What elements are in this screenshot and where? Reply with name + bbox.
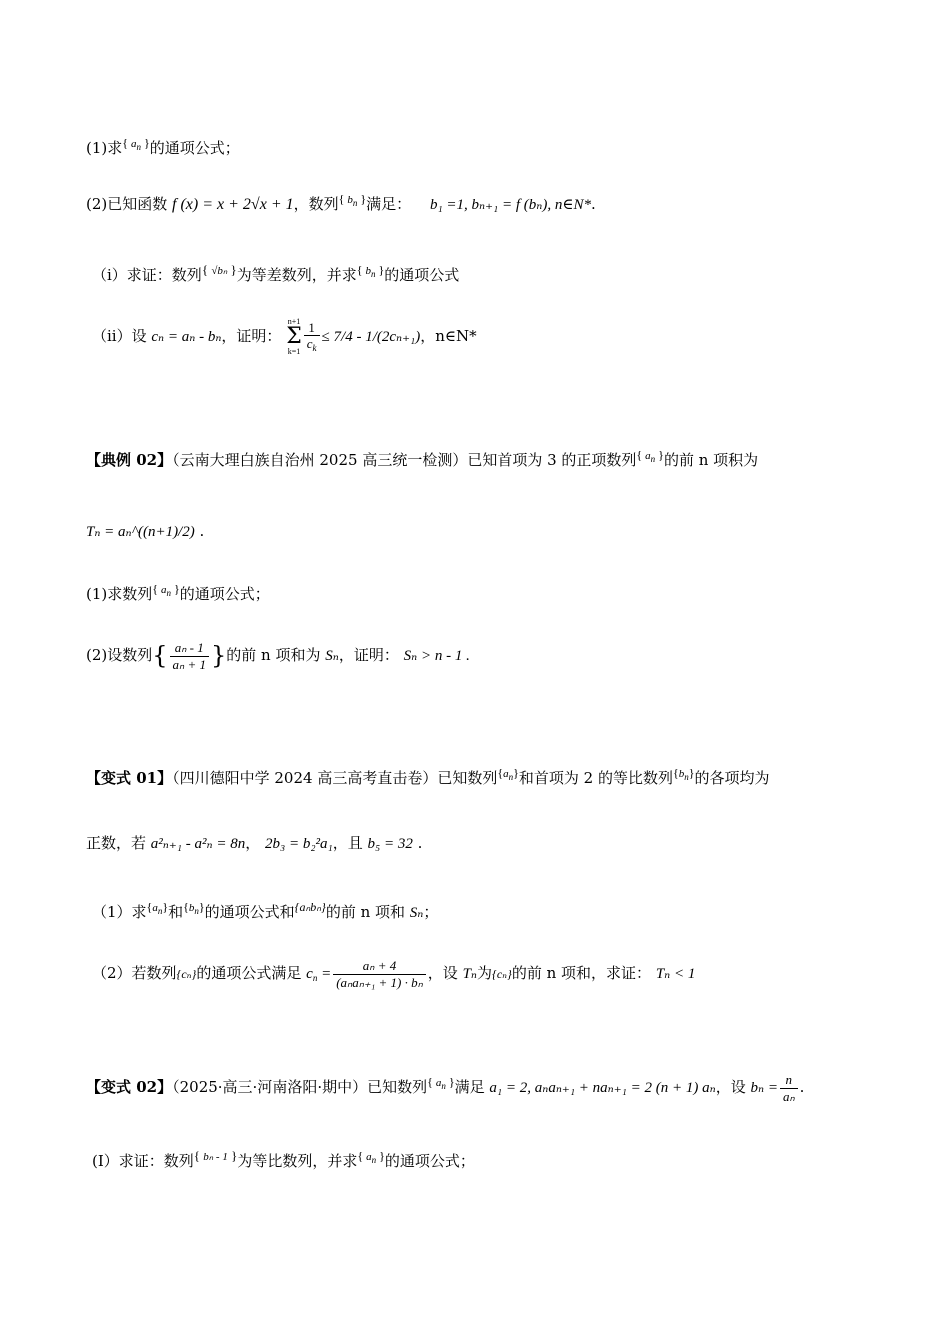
ineq: ≤ 7/4 - 1/(2cₙ₊₁) bbox=[321, 329, 421, 345]
sec1-qi: （i）求证：数列{ √bₙ }为等差数列，并求{ $b_n$ }的通项公式 bbox=[92, 262, 460, 284]
var2-header: 【变式 02】（2025·高三·河南洛阳·期中）已知数列{ $a_n$ }满足 a₁ = 2, aₙaₙ₊₁ + naₙ₊₁ = 2 (n + 1) aₙ，设 bₙ = $\frac{n}{\text{aₙ}}$ . bbox=[86, 1072, 805, 1104]
seq-a-var1: $\{a_n\}$ bbox=[497, 766, 519, 782]
sec1-qii: （ii）设 cₙ = aₙ - bₙ，证明： n+1 Σ k=1 $\frac{1}{c_k}$ ≤ 7/4 - 1/(2cₙ₊₁)，n∈N* bbox=[92, 317, 477, 356]
ex2-formula: Tₙ = aₙ^((n+1)/2) . bbox=[86, 522, 205, 540]
sum-symbol: n+1 Σ k=1 bbox=[286, 317, 302, 356]
seq-b: { $b_n$ } bbox=[338, 192, 367, 208]
seq-b2: { $b_n$ } bbox=[356, 263, 385, 279]
seq-a-ex2-q1: { $a_n$ } bbox=[152, 582, 180, 598]
ex2-label: 【典例 02】 bbox=[86, 451, 173, 469]
seq-b-var1: $\{b_n\}$ bbox=[672, 766, 695, 782]
ex2-header: 【典例 02】（云南大理白族自治州 2025 高三统一检测）已知首项为 3 的正项数列{ $a_n$ }的前 n 项积为 bbox=[86, 448, 759, 469]
var2-q1: (I）求证：数列{ bₙ - 1 }为等比数列，并求{ $a_n$ }的通项公式； bbox=[92, 1148, 475, 1170]
seq-a: { $a_n$ } bbox=[122, 136, 150, 152]
def-c: cₙ = aₙ - bₙ bbox=[151, 329, 222, 345]
frac-seq: $\frac{\text{aₙ - 1}}{\text{aₙ + 1}}$ bbox=[170, 640, 209, 672]
ex2-q2: (2)设数列{ $\frac{\text{aₙ - 1}}{\text{aₙ + 1}}$ }的前 n 项和为 Sₙ，证明： Sₙ > n - 1 . bbox=[86, 640, 470, 672]
var1-line2: 正数，若 a²ₙ₊₁ - a²ₙ = 8n， 2b₃ = b₂²a₁，且 b₅ = 32 . bbox=[86, 834, 423, 852]
var2-label: 【变式 02】 bbox=[86, 1078, 173, 1097]
sec1-q2: (2)已知函数 f (x) = x + 2√x + 1，数列{ $b_n$ }满足： b₁ =1, bₙ₊₁ = f (bₙ), n∈N*. bbox=[86, 192, 596, 213]
claim: Sₙ > n - 1 . bbox=[403, 648, 470, 665]
seq-a-ex2: { $a_n$ } bbox=[636, 448, 664, 464]
claim-T: Tₙ < 1 bbox=[655, 966, 696, 983]
sec1-q1: (1)求{ $a_n$ }的通项公式； bbox=[86, 136, 240, 157]
frac-b: $\frac{n}{\text{aₙ}}$ bbox=[780, 1072, 798, 1104]
var1-label: 【变式 01】 bbox=[86, 769, 173, 787]
ex2-q1: (1)求数列{ $a_n$ }的通项公式； bbox=[86, 582, 270, 603]
func-f: f (x) = x + 2√x + 1 bbox=[172, 196, 294, 213]
frac-1-ck: $\frac{1}{c_k}$ bbox=[304, 320, 320, 354]
cond-b: b₁ =1, bₙ₊₁ = f (bₙ), n∈N* bbox=[429, 197, 591, 213]
frac-c: $\frac{\text{aₙ + 4}}{\text{(aₙaₙ₊₁ + 1) · bₙ}}$ bbox=[333, 958, 426, 990]
seq-sqrt-b: { √bₙ } bbox=[201, 262, 237, 277]
var1-q1: （1）求$\{a_n\}$和$\{b_n\}$的通项公式和{aₙbₙ}的前 n 项和 Sₙ； bbox=[92, 900, 439, 921]
var1-header: 【变式 01】（四川德阳中学 2024 高三高考直击卷）已知数列$\{a_n\}$和首项为 2 的等比数列$\{b_n\}$的各项均为 bbox=[86, 766, 770, 787]
var1-q2: （2）若数列{cₙ}的通项公式满足 $c_n$ = $\frac{\text{aₙ + 4}}{\text{(aₙaₙ₊₁ + 1) · bₙ}}$ ，设 Tₙ为{cₙ}的前 n 项和，求证： Tₙ < 1 bbox=[92, 958, 696, 990]
